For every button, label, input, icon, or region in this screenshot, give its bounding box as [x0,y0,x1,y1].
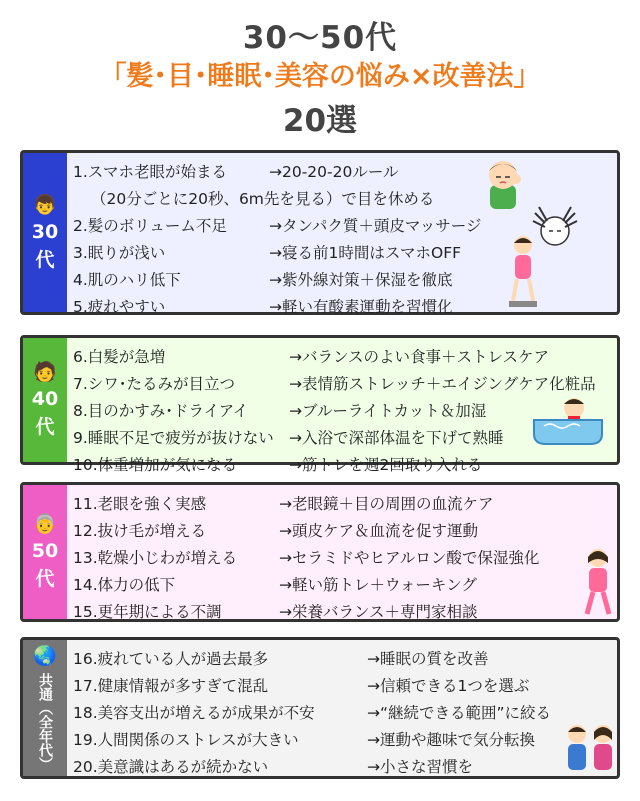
solution-text: →寝る前1時間はスマホOFF [269,244,462,262]
problem-text: 12.抜け毛が増える [73,522,207,540]
age-label: 50 [31,540,59,562]
problem-text: （20分ごとに20秒、6m先を見る）で目を休める [91,190,435,208]
problem-text: 1.スマホ老眼が始まる [73,163,227,181]
problem-text: 13.乾燥小じわが増える [73,549,238,567]
section-tag-50s [23,485,67,619]
solution-text: →タンパク質＋頭皮マッサージ [269,217,482,235]
section-40s [20,335,620,474]
girl-stretching-illustration [503,233,543,311]
bath-illustration [528,390,608,448]
title-count: 20選 [282,103,358,139]
problem-text: 5.疲れやすい [73,298,166,316]
problem-text: 7.シワ･たるみが目立つ [73,375,236,393]
older-face-icon: 👵 [33,513,57,535]
child-face-icon: 👦 [33,193,57,216]
solution-text: →運動や趣味で気分転換 [367,731,535,749]
people-chatting-illustration [561,722,619,776]
list-item [73,491,613,518]
problem-text: 8.目のかすみ･ドライアイ [73,402,249,420]
problem-text: 18.美容支出が増えるが成果が不安 [73,704,315,722]
tired-eyes-illustration [478,155,528,211]
solution-text: →頭皮ケア＆血流を促す運動 [279,522,478,540]
solution-text: →入浴で深部体温を下げて熟睡 [289,429,504,447]
problem-text: 2.髪のボリューム不足 [73,217,227,235]
solution-text: →小さな習慣を [367,758,473,776]
section-30s [20,150,620,315]
solution-text: →栄養バランス＋専門家相談 [279,603,478,621]
problem-text: 11.老眼を強く実感 [73,495,207,513]
solution-text: →紫外線対策＋保湿を徹底 [269,271,453,289]
solution-text: →信頼できる1つを選ぶ [367,677,530,695]
all-ages-label: 共通（全年代） [37,673,53,771]
title-topic: 「髪･目･睡眠･美容の悩み×改善法」 [99,61,541,92]
solution-text: →老眼鏡＋目の周囲の血流ケア [279,495,494,513]
list-item [73,599,613,626]
list-item [73,545,613,572]
section-tag-30s [23,153,67,312]
age-suffix: 代 [35,568,55,590]
list-item [73,572,613,599]
list-item [73,452,613,479]
list-item [73,727,613,754]
solution-text: →筋トレを週2回取り入れる [289,456,483,474]
solution-text: →セラミドやヒアルロン酸で保湿強化 [279,549,540,567]
list-item [73,646,613,673]
solution-text: →表情筋ストレッチ＋エイジングケア化粧品 [289,375,596,393]
age-label: 40 [31,388,59,410]
problem-text: 3.眠りが浅い [73,244,166,262]
list-item [73,159,613,186]
solution-text: →軽い有酸素運動を習慣化 [269,298,453,316]
section-tag-all-ages [23,640,67,776]
section-tag-40s [23,338,67,462]
section-all-ages [20,637,620,779]
age-suffix: 代 [35,248,55,271]
problem-text: 4.肌のハリ低下 [73,271,181,289]
list-item [73,673,613,700]
solution-text: →睡眠の質を改善 [367,650,489,668]
problem-text: 19.人間関係のストレスが大きい [73,731,299,749]
adult-face-icon: 🧑 [33,361,57,383]
solution-text: →軽い筋トレ＋ウォーキング [279,576,477,594]
solution-text: →20-20-20ルール [269,163,399,181]
list-item [73,754,613,781]
age-suffix: 代 [35,416,55,438]
problem-text: 10.体重増加が気になる [73,456,238,474]
solution-text: →“継続できる範囲”に絞る [367,704,552,722]
problem-text: 15.更年期による不調 [73,603,222,621]
problem-text: 17.健康情報が多すぎて混乱 [73,677,269,695]
list-item [73,518,613,545]
problem-text: 9.睡眠不足で疲労が抜けない [73,429,274,447]
problem-text: 6.白髪が急増 [73,348,166,366]
problem-text: 16.疲れている人が過去最多 [73,650,269,668]
problem-text: 14.体力の低下 [73,576,176,594]
woman-walking-illustration [578,547,618,619]
list-item [73,700,613,727]
list-item [73,344,613,371]
globe-icon: 🌏 [33,645,57,667]
solution-text: →バランスのよい食事＋ストレスケア [289,348,550,366]
solution-text: →ブルーライトカット＆加湿 [289,402,487,420]
problem-text: 20.美意識はあるが続かない [73,758,269,776]
section-50s [20,482,620,622]
age-label: 30 [31,220,59,243]
title-age-range: 30～50代 [242,20,398,56]
